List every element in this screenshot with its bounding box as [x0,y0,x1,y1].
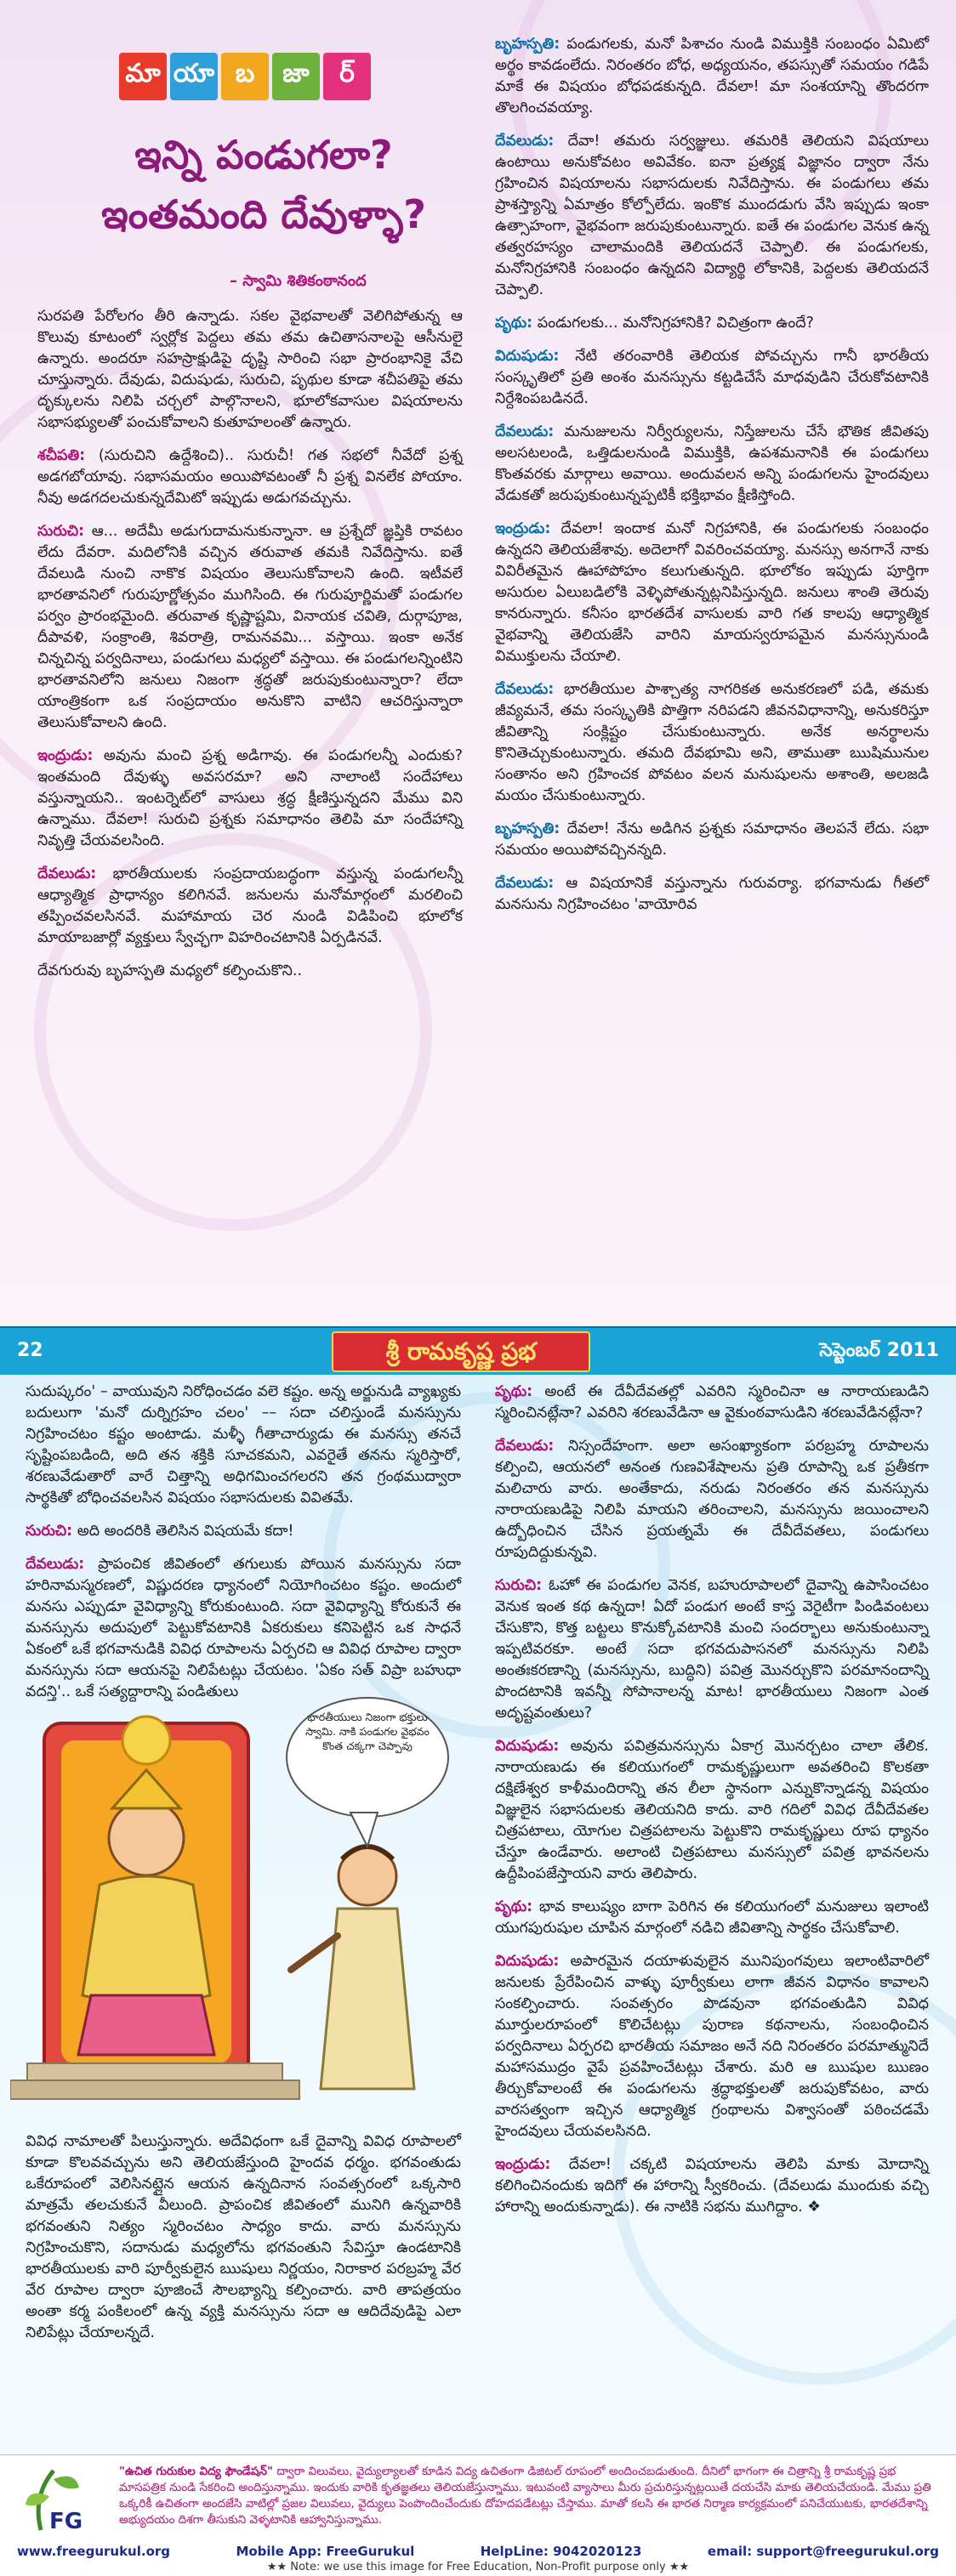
indra-devala-illustration [10,1689,452,2114]
logo-letter: బ [221,53,269,100]
dialogue-text: అంటే ఈ దేవీదేవతల్లో ఎవరిని స్మరించినా ఆ నారాయణుడిని స్మరించినట్లేనా? ఎవరిని శరణువేడినా ఆ వైకుంఠవాసుడిని శరణువేడినట్లేనా? [495,1383,929,1421]
page2-left-column-bottom [26,2131,461,2356]
indra-robe [78,1995,214,2055]
speaker-name: ఇంద్రుడు: [495,2156,551,2173]
logo-letter: జా [272,53,320,100]
dialogue-paragraph [495,519,929,667]
page-header-band [0,1326,956,1376]
dialogue-text: సుదుష్కరం' – వాయువుని నిరోధించడం వలె కష్టం. అన్న అర్జునుడి వ్యాఖ్యకు బదులుగా 'మనో దుర్నిగ్రహం చలం' –– సదా చలిస్తుండే మనస్సును నిగ్రహించటం కష్టం అంటాడు. మళ్ళీ గీతాచార్యుడు ఈ మనస్సు తనచే సృష్టింపబడింది, అది తన శక్తికి సూచకమని, ఎవరైతే తనను స్మరిస్తారో, శరణువేడుతారో వారే చిత్తాన్ని అధిగమించగలరని తన గ్రంథముద్వారా సార్థకితో బోధించవలసిన విషయం సభాసదులకు వివితమే. [26,1383,461,1506]
speaker-name: ఇంద్రుడు: [37,747,94,764]
speaker-name: సురుచి: [26,1523,73,1540]
speaker-name: బృహస్పతి: [495,36,561,53]
freegurukul-logo-icon [15,2462,92,2539]
dialogue-text: భారతీయులకు సంప్రదాయబద్ధంగా వస్తున్న పండుగలన్నీ ఆధ్యాత్మిక ప్రాధాన్యం కలిగినవే. జనులను మనోమార్గంలో మరలించి తప్పించవలసినవే. మహామాయ చెర నుండి విడిపించి భూలోక మాయాబజార్లో వ్యక్తులు స్వేచ్ఛగా విహరించటానికి ఏర్పడినవే. [37,865,463,946]
dialogue-text: పండుగలకు... మనోనిగ్రహానికి? విచిత్రంగా ఉందే? [537,315,814,332]
dialogue-paragraph [495,1436,929,1563]
issue-date: సెప్టెంబర్ 2011 [819,1340,939,1361]
dialogue-text: ప్రాపంచిక జీవితంలో తగులుకు పోయిన మనస్సును సదా హరినామస్మరణలో, విష్ణుదరణ ధ్యానంలో నియోగించటం కష్టం. అందులో మనసు ఎప్పుడూ వైవిధ్యాన్ని కోరుకుంటుంది. సదా వైవిధ్యాన్ని కోరుకునే ఈ మనస్సును అదుపులో పెట్టుకోవటానికి ఏకరుకులు కనిపెట్టిన ఒక సాధనే ఏకంలో ఒకే భగవానుడికి వివిధ రూపాలను ఏర్పరచి ఆ వివిధ రూపాల ద్వారా మనస్సును సదా ఆయనపై నిలిపేటట్లు చేయటం. 'ఏకం సత్ విప్రా బహుధా వదన్తి'.. ఒకే సత్యద్దారాన్ని పండితులు [26,1556,461,1700]
speaker-name: సురుచి: [495,1577,543,1594]
page1-right-column [495,34,929,928]
dialogue-text: దేవలా! ఇందాక మనో నిగ్రహానికి, ఈ పండుగలకు సంబంధం ఉన్నదని తెలియజేశావు. అదెలాగో వివరించవయ్యా. మనస్సు అనగానే నాకు వివిరీతమైన ఊహాపోహం కలుగుతున్నది. భూలోకం ఇప్పుడు పూర్తిగా అసురుల ఏలుబడిలోకి వెళ్ళిపోతున్నట్లనిపిస్తున్నది. జనులు శాంతి తెరువు కానరున్నారు. కనీసం భారతదేశ వాసులకు వారి గత కాలపు ఆధ్యాత్మిక వైభవాన్ని తెలియజేసి వారిని మాయస్వరూపమైన మనస్సునుండి విముక్తులను చేయాలి. [495,520,929,665]
mobile-app-text: Mobile App: FreeGurukul [236,2544,415,2559]
dialogue-paragraph [495,346,929,410]
dialogue-text: అవును మంచి ప్రశ్న అడిగావు. ఈ పండుగలన్నీ ఎందుకు? ఇంతమంది దేవుళ్ళు అవసరమా? అని నాలాంటి సందేహాలు వస్తున్నాయని.. ఇంటర్నెట్‌లో వాసులు శ్రద్ధ క్షీణిస్తున్నదని మేము విని ఉన్నాము. దేవలా! సురుచి ప్రశ్నకు సమాధానం తెలిపి మా సందేహాన్ని నివృత్తి చేయవలసింది. [37,747,463,849]
speaker-name: దేవలుడు: [495,133,555,150]
article-title-line1: ఇన్ని పండుగలా? [134,132,393,178]
dialogue-paragraph [37,306,463,434]
footer-note: ★★ Note: we use this image for Free Education, Non-Profit purpose only ★★ [266,2561,690,2573]
speaker-name: దేవలుడు: [495,1438,555,1455]
speaker-name: విదుషుడు: [495,348,560,365]
dialogue-paragraph [37,521,463,734]
footer-body: ద్వారా విలువలు, వైద్యుల్యాలతో కూడిన విద్య ఉచితంగా డిజిటల్ రూపంలో అందించబడుతుంది. దీనిలో భాగంగా ఈ చిత్రాన్ని శ్రీ రామకృష్ణ ప్రభ మాసపత్రిక నుండి సేకరించి అందిస్తున్నాము. ఇందుకు వారికి కృతజ్ఞతలు తెలియజేస్తున్నాము. ఇటువంటి వ్యాసాలు మీరు ప్రచురిస్తున్నట్లయితే దయచేసి మాకు తెలియచేయండి. మేము ప్రతి ఒక్కరికీ ఉచితంగా అందజేసి వాటిల్లో ప్రజల విలువలు, వైద్యులు పెంపొందించేందుకు దోహదపడేటట్లు చేస్తాము. మాతో కలసి ఈ భారత నిర్మాణ కార్యక్రమంలో పనిచేయుటకు, భారతదేశాన్ని అభ్యుదయం దిశగా తీసుకుని వెళ్ళటానికి ఆహ్వానిస్తున్నాము. [119,2465,931,2527]
speaker-name: పృథు: [495,315,533,332]
page2-left-column-top [26,1382,461,1715]
speaker-name: పృథు: [495,1898,533,1915]
throne-step [10,2080,299,2099]
magazine-name: శ్రీ రామకృష్ణ ప్రభ [332,1331,590,1372]
speech-bubble-text-wrap [299,1710,435,1808]
dialogue-paragraph [37,961,463,982]
page1-left-column [37,306,463,994]
dialogue-text: అవును పవిత్రమనస్సును ఏకాగ్ర మొనర్చటం చాలా తేలిక. నారాయణుడు ఈ కలియుగంలో రామకృష్ణులుగా అవతరించి కొలకతా దక్షిణేశ్వర కాళీమందిరాన్ని తన లీలా స్థానంగా ఎన్నుకొన్నాడన్న విషయం విజ్ఞులైన సభాసదులకు తెలియనిది కాదు. వారి గదిలో వివిధ దేవీదేవతల చిత్రపటాలు, యోగుల చిత్రపటాలను పెట్టుకొని రామకృష్ణులు రూప ధ్యానం చేస్తూ ఉండేవారు. అలాంటి చిత్రపటాలు మనస్సులో పవిత్ర భావనలను ఉద్దీపింపజేస్తాయని వారు తెలిపారు. [495,1738,929,1882]
dialogue-paragraph [26,1521,461,1542]
speaker-name: పృథు: [495,1383,533,1400]
dialogue-text: దేవగురువు బృహస్పతి మధ్యలో కల్పించుకొని.. [37,962,303,979]
dialogue-text: అది అందరికి తెలిసిన విషయమే కదా! [77,1523,294,1540]
speaker-name: దేవలుడు: [37,865,97,882]
footer-description [119,2464,936,2528]
speaker-name: దేవలుడు: [495,423,555,440]
dialogue-paragraph [495,819,929,861]
dialogue-paragraph [495,1382,929,1424]
magazine-page-2 [0,1375,956,2454]
indra-face [109,1801,184,1875]
page2-right-column [495,1382,929,2230]
speaker-name: ఇంద్రుడు: [495,520,551,537]
dialogue-text: సురపతి పేరోలగం తీరి ఉన్నాడు. సకల వైభవాలతో వెలిగిపోతున్న ఆ కొలువు కూటంలో స్వర్లోక పెద్దలు తమ తమ ఉచితాసనాలపై ఆసీనులై ఉన్నారు. అందరూ సహస్రాక్షుడిపై దృష్టి సారించి సభా ప్రారంభానికై వేచి చూస్తున్నారు. దేవుడు, విదుషుడు, సురుచి, పృథుల కూడా శచీపతిపై తమ దృక్కులను నిలిపి చర్చలో పాల్గొనాలని, భూలోకవాసుల విషయాలను సభాసభ్యులతో పంచుకోవాలని కుతూహలంతో ఉన్నారు. [37,308,463,431]
svg-text:FG: FG [49,2509,83,2534]
mayabazar-logo [119,53,371,100]
dialogue-text: భావ కాలుష్యం బాగా పెరిగిన ఈ కలియుగంలో మనుజులు ఇలాంటి యుగపురుషుల చూపిన మార్గంలో నడిచి జీవితాన్ని సార్థకం చేసుకోవాలి. [495,1898,929,1937]
dialogue-paragraph [495,131,929,301]
dialogue-text: అపారమైన దయాళువులైన మునిపుంగవులు ఇలాంటివారిలో జనులకు ప్రేరేపించిన వాళ్ళు పూర్వీకులు లాగా జీవన విధానం కావాలని సంకల్పించారు. సంవత్సరం పొడవునా భగవంతుడిని వివిధ మూర్తులరూపంలో కొలిచేటట్లు పురాణ కథనాలను, సంబంధించిన పర్వదినాలు ఏర్పరచి భారతీయ సమాజం అనే నది నిరంతరం పరమాత్మునిదే మహాసముద్రం వైపే ప్రవహించేటట్లు చేశారు. మరి ఆ ఋషుల ఋణం తీర్చుకోవాలంటే ఈ పండుగలను శ్రద్ధాభక్తులతో జరుపుకోవటం, వారు వారసత్వంగా ఇచ్చిన ఆధ్యాత్మిక గ్రంథాలను విశ్వాసంతో పఠించడమే హైందవులు చేయవలసినది. [495,1953,929,2140]
dialogue-text: నేటి తరంవారికి తెలియక పోవచ్చును గానీ భారతీయ సంస్కృతిలో ప్రతి అంశం మనస్సును కట్టడిచేసే మాధవుడిని చేరుకోవటానికి నిర్దేశింపబడినదే. [495,348,929,407]
dialogue-paragraph [495,422,929,507]
dialogue-paragraph [37,445,463,509]
dialogue-paragraph [26,1554,461,1703]
dialogue-paragraph [26,2131,461,2344]
dialogue-text: ఆ... అదేమీ అడుగుదామనుకున్నానా. ఆ ప్రశ్నేదో జ్ఞప్తికి రావటం లేదు దేవరా. మదిలోనికి వచ్చిన తరువాత తమకి నివేదిస్తాను. ఐతే దేవలుడి నుంచి నాకొక విషయం తెలుసుకోవాలని ఉంది. ఇటీవలే భారతావనిలో గురుపూర్ణోత్సవం ముగిసింది. ఈ గురుపూర్ణిమతో పండుగల పర్వం ప్రారంభమైంది. తరువాత కృష్ణాష్టమి, వినాయక చవితి, దుర్గాపూజ, దీపావళి, సంక్రాంతి, శివరాత్రి, రామనవమి... వస్తాయి. ఇంకా అనేక చిన్నచిన్న పర్వదినాలు, పండుగలు మధ్యలో వస్తాయి. ఈ పండుగలన్నింటిని భారతావనిలోని జనులు నిజంగా శ్రద్ధతో జరుపుకుంటున్నారా? లేదా యాంత్రికంగా ఒక సంప్రదాయం అనుకొని వాటిని ఆచరిస్తున్నారా తెలుసుకోవాలని ఉంది. [37,523,463,731]
speech-bubble-tail [350,1813,378,1847]
email-link[interactable]: email: support@freegurukul.org [707,2544,939,2559]
dialogue-paragraph [26,1382,461,1509]
dialogue-paragraph [495,1897,929,1939]
dialogue-paragraph [495,1951,929,2142]
dialogue-text: దేవా! తమరు సర్వజ్ఞులు. తమరికి తెలియని విషయాలు ఉంటాయి అనుకోవటం అవివేకం. ఐనా ప్రత్యక్ష విజ్ఞానం ద్వారా నేను గ్రహించిన విషయాలను సభాసదులకు నివేదిస్తాను. ఈ పండుగలు తమ ప్రాశస్త్యాన్ని ఏమాత్రం కోల్పోలేదు. ఇంకొక ముందడుగు వేసి ఇప్పుడు ఇంకా ఉత్సాహంగా, వైభవంగా జరుపుకుంటున్నారు. ఐతే ఈ పండుగల వెనుక ఉన్న తత్వరహస్యం చాలామందికి తెలియదనే చెప్పాలి. ఈ పండుగలకు, మనోనిగ్రహానికి సంబంధం ఉన్నదని విద్యార్థి లోకానికి, పెద్దలకు తెలియదనే చెప్పాలి. [495,133,929,298]
dialogue-paragraph [495,313,929,334]
dialogue-text: నిస్సందేహంగా. అలా అసంఖ్యాకంగా పరబ్రహ్మ రూపాలను కల్పించి, ఆయనలో అనంత గుణవిశేషాలను ప్రతి రూపాన్ని ఒక ప్రతీకగా మలిచారు వారు. అంతేకాదు, నరుడు నిరంతరం తన మనస్సును నారాయణుడిపై నిలిపి మాయని తరించాలని, మనస్సును జయించాలని ఉద్బోధించిన చేసిన ప్రయత్నమే ఈ దేవీదేవతలు, పండుగలు రూపుదిద్దుకున్నవి. [495,1438,929,1561]
logo-letter: యా [170,53,218,100]
dialogue-paragraph [495,2154,929,2218]
dialogue-paragraph [37,746,463,852]
speaker-name: సురుచి: [37,523,85,540]
freegurukul-footer [0,2454,956,2576]
page-number: 22 [17,1340,43,1361]
logo-letter: మా [119,53,167,100]
dialogue-text: వివిధ నామాలతో పిలుస్తున్నారు. అదేవిధంగా ఒకే దైవాన్ని వివిధ రూపాలలో కూడా కొలవవచ్చును అని తెలియజేస్తుంది హైందవ ధర్మం. భగవంతుడు ఒకేరూపంలో వెలిసినట్లైన ఆయన ఉన్నదినాన సంవత్సరంలో ఒక్కసారి మాత్రమే తలచుకునే వీలుంది. ప్రాపంచిక జీవితంలో మునిగి ఉన్నవారికి భగవంతుని నిత్యం స్మరించటం సాధ్యం కాదు. వారు మనస్సును నిగ్రహించుకొని, సదానుడు మధ్యలోను భగవంతుని సేవిస్తూ ఉండటానికి భారతీయులకు వారి పూర్వీకులైన ఋషులు నిర్ణయం, నిరాకార పరబ్రహ్మ వేర వేర రూపాల ద్వారా పూజించే సౌలభ్యాన్ని కల్పించారు. వారి తాపత్రయం అంతా కర్మ పంకిలంలో ఉన్న వ్యక్తి మనస్సును సదా ఆ ఆదిదేవుడిపై ఎలా నిలిపేట్లు చేయాలన్నదే. [26,2133,461,2341]
throne-crest [122,1716,170,1764]
indra-body [83,1876,210,2004]
logo-letter: ర్ [323,53,371,100]
speaker-name: దేవలుడు: [26,1556,85,1573]
throne-step [27,2063,282,2080]
dialogue-text: (సురుచిని ఉద్దేశించి).. సురుచీ! గత సభలో నీవేదో ప్రశ్న అడగబోయావు. సభాసమయం అయిపోవటంతో నీ ప్రశ్న వినలేక పోయాం. నీవు అడగదలచుకున్నదేమిటో ఇప్పుడు అడుగవచ్చును. [37,447,463,507]
dialogue-text: ఓహో ఈ పండుగల వెనక, బహురూపాలలో దైవాన్ని ఉపాసించటం వెనుక ఇంత కథ ఉన్నదా! ఏదో పండుగ అంటే కాస్త వెరైటీగా పిండివంటలు చేసుకొని, కొత్త బట్టలు కొనుక్కోవటానికి మంచి సందర్భాలు అనుకుంటున్నా ఇప్పటివరకూ. అంటే సదా భగవదుపాసనలో మనస్సును నిలిపి అంతఃకరణాన్ని (మనస్సును, బుద్ధిని) పవిత్ర మొనర్చుకొని పరమానందాన్ని పొందటానికి ఇవన్నీ సోపానాలన్న మాట! భారతీయులు నిజంగా ఎంత అదృష్టవంతులు? [495,1577,929,1722]
website-link[interactable]: www.freegurukul.org [17,2544,171,2559]
dialogue-text: భారతీయుల పాశ్చాత్య నాగరికత అనుకరణలో పడి, తమకు జీవ్యమనే, తమ సంస్కృతికి పొత్తిగా నరిపడని జీవనవిధానాన్ని, అనుకరిస్తూ జీవితాన్ని సంక్లిష్టం చేసుకుంటున్నారు. అనేక అనర్థాలను కొనితెచ్చుకుంటున్నారు. తమది దేవభూమి అని, తాముతా ఋషిమునుల సంతానం అని గ్రహించక పోవటం వలన మనుషులను అశాంతి, అలజడి మయం చేసుకుంటున్నారు. [495,681,929,804]
helpline-text: HelpLine: 9042020123 [480,2544,642,2559]
speaker-name: శచీపతి: [37,447,86,464]
dialogue-text: ఆ విషయానికే వస్తున్నాను గురువర్యా. భగవానుడు గీతలో మనసును నిగ్రహించటం 'వాయోరివ [495,875,929,913]
dialogue-paragraph [495,1736,929,1885]
speaker-name: దేవలుడు: [495,681,555,698]
speaker-name: దేవలుడు: [495,875,555,892]
speech-bubble-text: భారతీయులు నిజంగా భక్తులు స్వామి. నాకి పండుగల వైభవం కొంత చక్కగా చెప్పావు [305,1711,430,1752]
article-title-line2: ఇంతమంది దేవుళ్ళా? [101,191,426,237]
dialogue-text: దేవలా! నేను అడిగిన ప్రశ్నకు సమాధానం తెలపనే లేదు. సభా సమయం అయిపోవచ్చినన్నది. [495,820,929,859]
devala-arm [291,1936,338,1970]
dialogue-text: పండుగలకు, మనో పిశాచం నుండి విముక్తికి సంబంధం ఏమిటో అర్థం కావడంలేదు. నిరంతరం బోధ, అధ్యయనం, తపస్సుతో సమయం గడిపే మాకే ఈ విషయం బోధపడకున్నది. దేవలా! మా సంశయాన్ని తొందరగా తొలగించవయ్యా. [495,36,929,116]
dialogue-paragraph [495,873,929,916]
dialogue-paragraph [495,1575,929,1724]
speaker-name: బృహస్పతి: [495,820,561,837]
speaker-name: విదుషుడు: [495,1738,560,1755]
footer-contact-row [17,2544,939,2559]
dialogue-paragraph [37,864,463,949]
dialogue-text: మనుజులను నిర్వీర్యులను, నిస్తేజులను చేసే భౌతిక జీవితపు అలసటలండి, ఒత్తిడులనుండి విముక్తికి, ఉపశమనానికి ఈ పండుగలు కొంతవరకు మార్గాలు అవాయి. అందువలన అన్ని పండుగలను హైందవులు వేడుకతో జరుపుకుంటున్నప్పటికీ భక్తిభావం క్షీణిస్తోంది. [495,423,929,504]
footer-intro: "ఉచిత గురుకుల విద్య ఫౌండేషన్" [119,2465,274,2478]
speaker-name: విదుషుడు: [495,1953,560,1970]
dialogue-paragraph [495,34,929,119]
dialogue-text: దేవలా! చక్కటి విషయాలను తెలిపి మాకు మోదాన్ని కలిగించినందుకు ఇదిగో ఈ హారాన్ని స్వీకరించు. (దేవలుడు ముందుకు వచ్చి హారాన్ని అందుకున్నాడు). ఈ నాటికి సభను ముగిద్దాం. ❖ [495,2156,929,2216]
dialogue-paragraph [495,679,929,807]
article-author: – స్వామి శితికంఠానంద [230,272,367,290]
